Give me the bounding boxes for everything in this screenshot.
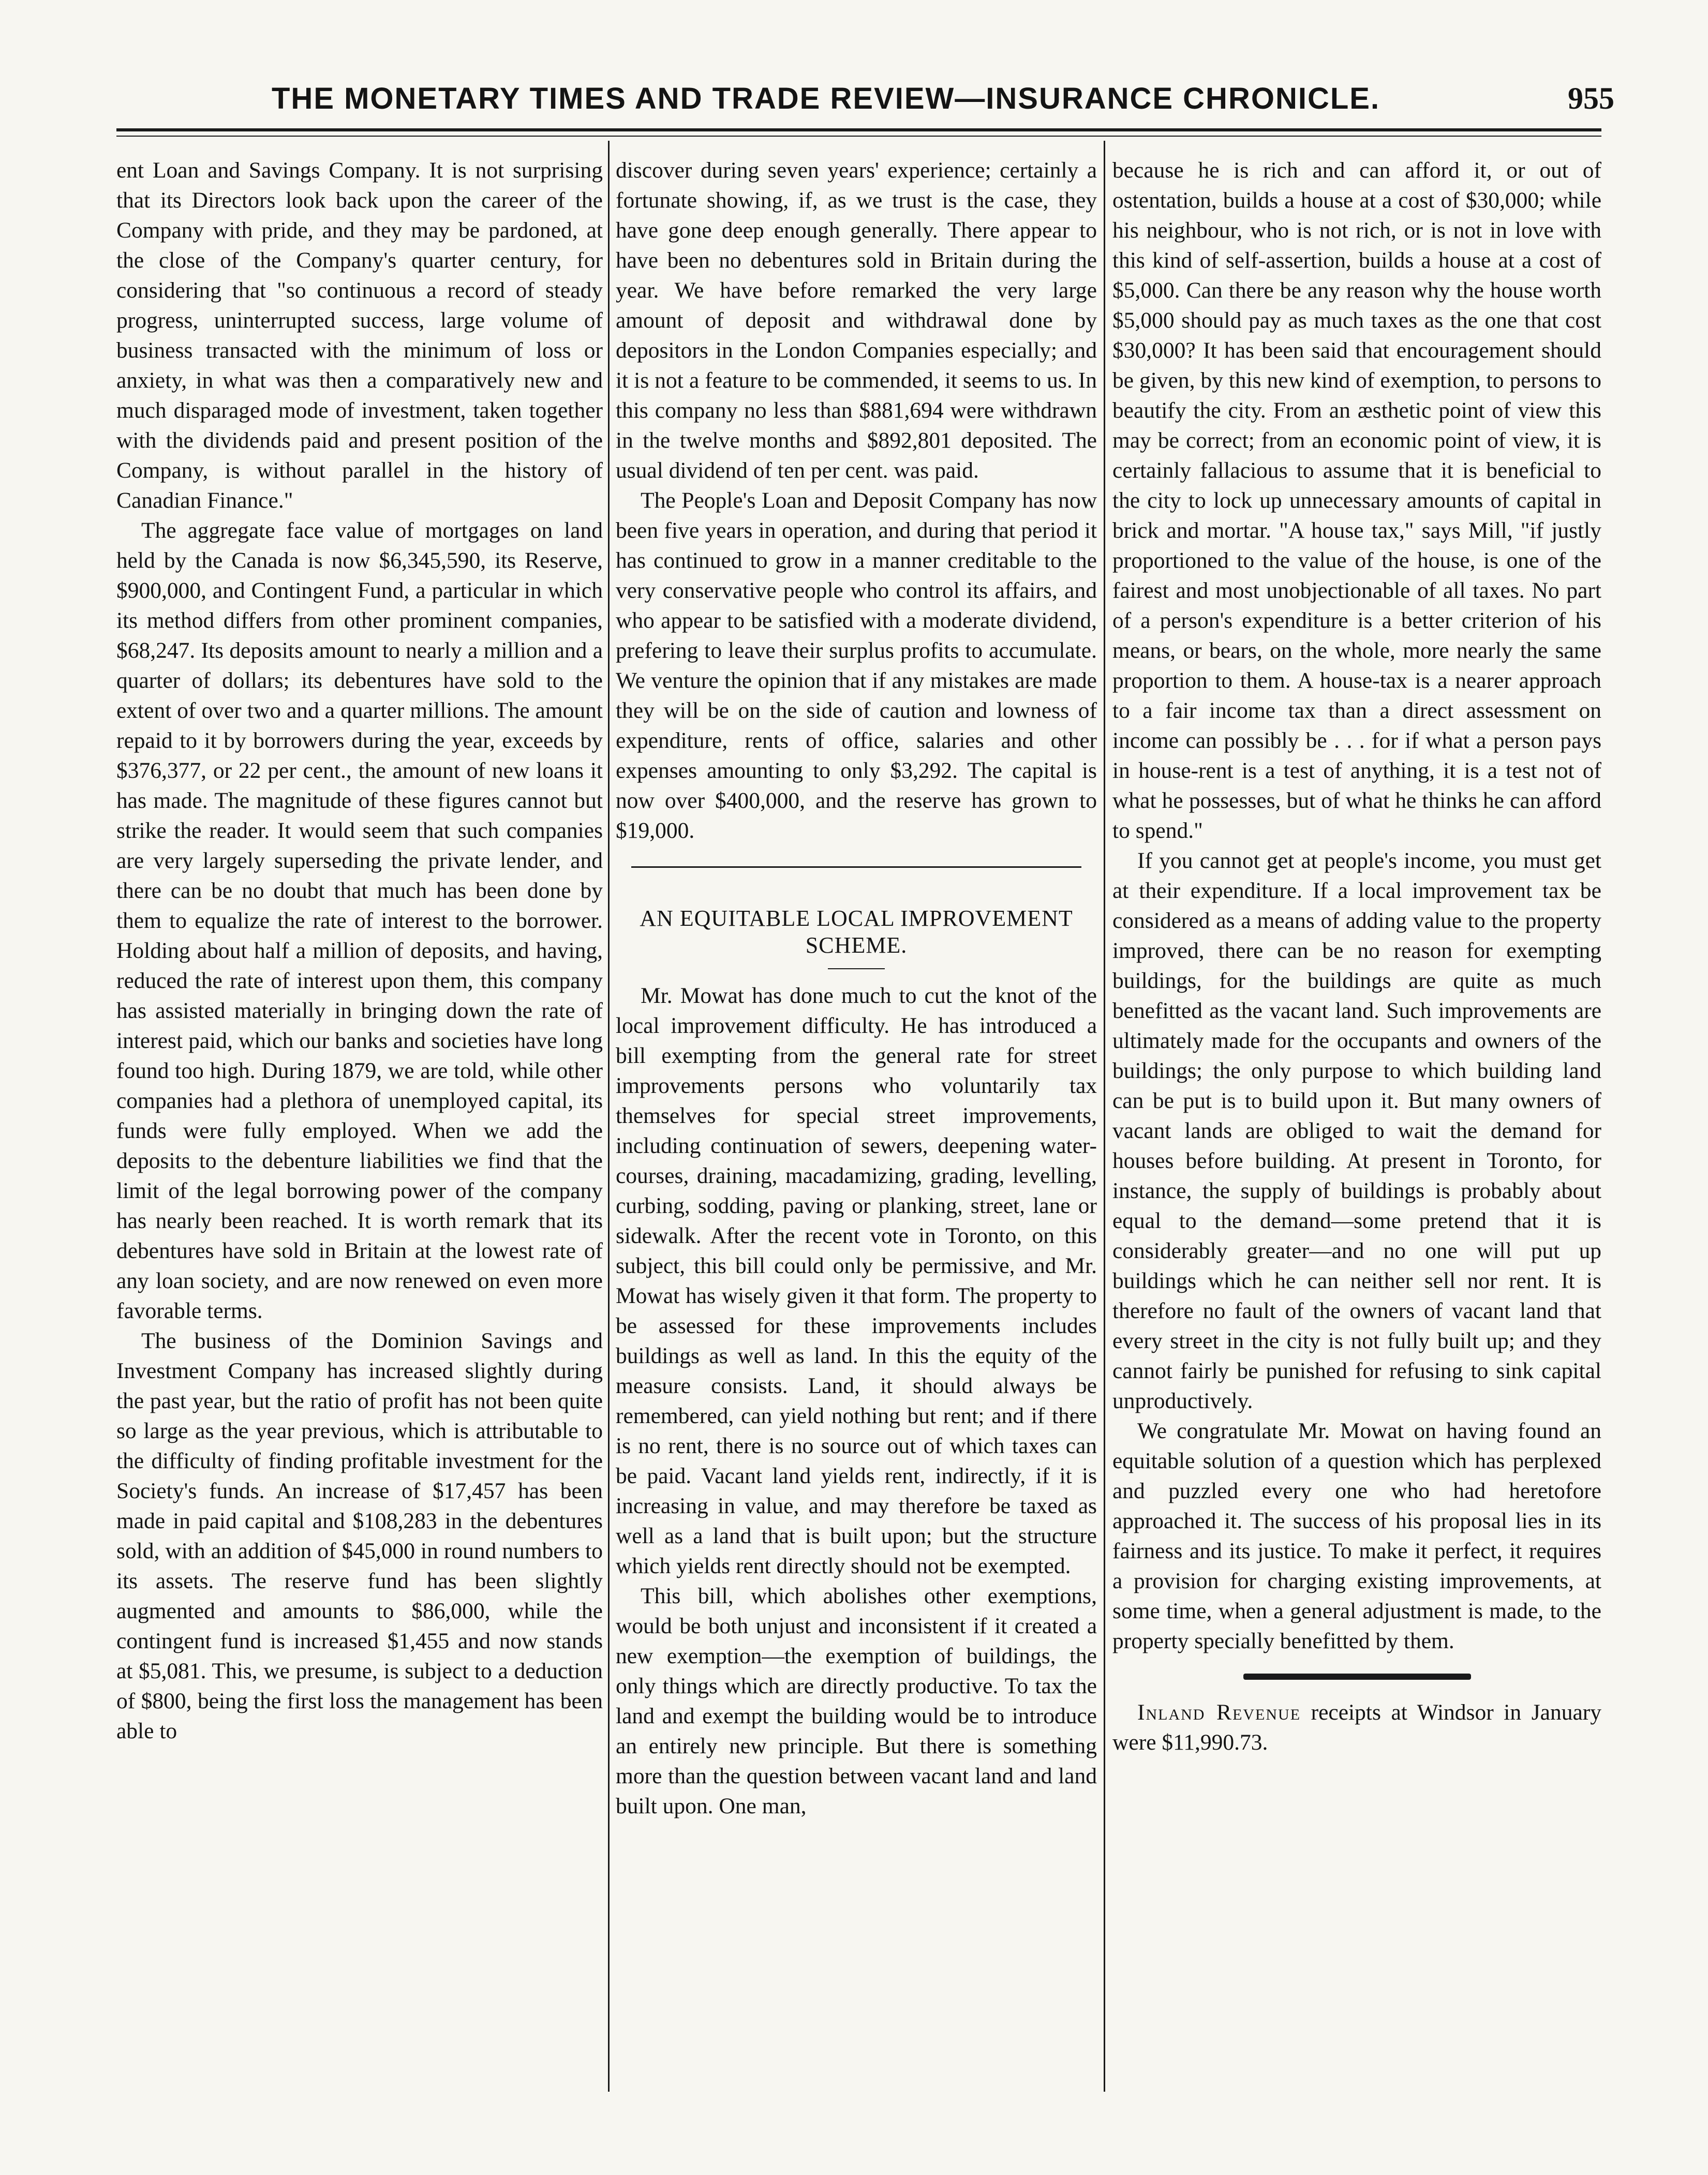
- column-divider-1: [608, 141, 610, 2092]
- column-divider-2: [1104, 141, 1105, 2092]
- col3-paragraph-1: because he is rich and can afford it, or out of ostentation, builds a house at a cost of $30,000; while his neighbour, who is not rich, or is not in love with this kind of self-assertion, builds a house at a cost of $5,000. Can there be any reason why the house worth $5,000 should pay as much taxes as the one that cost $30,000? It has been said that encouragement should be given, by this new kind of exemption, to persons to beautify the city. From an æsthetic point of view this may be correct; from an economic point of view, it is certainly fallacious to assume that it is beneficial to the city to lock up unnecessary amounts of capital in brick and mortar. "A house tax," says Mill, "if justly proportioned to the value of the house, is one of the fairest and most unobjectionable of all taxes. No part of a person's expenditure is a better criterion of his means, or bears, on the whole, more nearly the same proportion to them. A house-tax is a nearer approach to a fair income tax than a direct assessment on income can possibly be . . . for if what a person pays in house-rent is a test of anything, it is a test not of what he possesses, but of what he thinks he can afford to spend.": [1112, 158, 1601, 843]
- note-text: receipts at Windsor in January were $11,990.73.: [1112, 1700, 1601, 1755]
- col1-paragraph-1: ent Loan and Savings Company. It is not surprising that its Directors look back upon the career of the Company with pride, and they may be pardoned, at the close of the Company's quarter century, for considering that "so continuous a record of steady progress, uninterrupted success, large volume of business transacted with the minimum of loss or anxiety, in what was then a comparatively new and much disparaged mode of investment, taken together with the dividends paid and present position of the Company, is without parallel in the history of Canadian Finance.": [116, 158, 603, 513]
- decorative-rule: [1243, 1674, 1471, 1680]
- section-rule: [631, 866, 1081, 868]
- col2-paragraph-3: Mr. Mowat has done much to cut the knot of the local improvement difficulty. He has introduced a bill exempting from the general rate for street improvements persons who voluntarily tax themselves for special street improvements, including continuation of sewers, deepening water-courses, draining, macadamizing, grading, levelling, curbing, sodding, paving or planking, street, lane or sidewalk. After the recent vote in Toronto, on this subject, this bill could only be permissive, and Mr. Mowat has wisely given it that form. The property to be assessed for these improvements includes buildings as well as land. In this the equity of the measure consists. Land, it should always be remembered, can yield nothing but rent; and if there is no rent, there is no source out of which taxes can be paid. Vacant land yields rent, indirectly, if it is increasing in value, and may therefore be taxed as well as a land that is built upon; but the structure which yields rent directly should not be exempted.: [616, 983, 1097, 1578]
- col1-paragraph-3: The business of the Dominion Savings and Investment Company has increased slightly during the past year, but the ratio of profit has not been quite so large as the year previous, which is attributable to the difficulty of finding profitable investment for the Society's funds. An increase of $17,457 has been made in paid capital and $108,283 in the debentures sold, with an addition of $45,000 in round numbers to its assets. The reserve fund has been slightly augmented and amounts to $86,000, while the contingent fund is increased $1,455 and now stands at $5,081. This, we presume, is subject to a deduction of $800, being the first loss the management has been able to: [116, 1328, 603, 1743]
- note-lead: Inland Revenue: [1137, 1700, 1301, 1725]
- column-2: [616, 155, 1097, 2101]
- header-rule: [116, 128, 1601, 131]
- col1-paragraph-2: The aggregate face value of mortgages on land held by the Canada is now $6,345,590, its Reserve, $900,000, and Contingent Fund, a particular in which its method differs from other prominent companies, $68,247. Its deposits amount to nearly a million and a quarter of dollars; its debentures have sold to the extent of over two and a quarter millions. The amount repaid to it by borrowers during the year, exceeds by $376,377, or 22 per cent., the amount of new loans it has made. The magnitude of these figures cannot but strike the reader. It would seem that such companies are very largely superseding the private lender, and there can be no doubt that much has been done by them to equalize the rate of interest to the borrower. Holding about half a million of deposits, and having, reduced the rate of interest upon them, this company has assisted materially in bringing down the rate of interest paid, which our banks and societies have long found too high. During 1879, we are told, while other companies had a plethora of unemployed capital, its funds were fully employed. When we add the deposits to the debenture liabilities we find that the limit of the legal borrowing power of the company has nearly been reached. It is worth remark that its debentures have sold in Britain at the lowest rate of any loan society, and are now renewed on even more favorable terms.: [116, 518, 603, 1323]
- page-number: 955: [1568, 81, 1614, 115]
- inland-revenue-note: [1112, 1697, 1601, 1757]
- col2-paragraph-2: The People's Loan and Deposit Company has now been five years in operation, and during that period it has continued to grow in a manner creditable to the very conservative people who control its affairs, and who appear to be satisfied with a moderate dividend, prefering to leave their surplus profits to accumulate. We venture the opinion that if any mistakes are made they will be on the side of caution and lowness of expenditure, rents of office, salaries and other expenses amounting to only $3,292. The capital is now over $400,000, and the reserve has grown to $19,000.: [616, 488, 1097, 843]
- heading-rule: [828, 968, 885, 969]
- col3-paragraph-3: We congratulate Mr. Mowat on having found an equitable solution of a question which has perplexed and puzzled every one who had heretofore approached it. The success of his proposal lies in its fairness and its justice. To make it perfect, it requires a provision for charging existing improvements, at some time, when a general adjustment is made, to the property specially benefitted by them.: [1112, 1418, 1601, 1653]
- column-1: [116, 155, 603, 2101]
- page-header: [116, 72, 1614, 124]
- col2-paragraph-1: discover during seven years' experience; certainly a fortunate showing, if, as we trust is the case, they have gone deep enough generally. There appear to have been no debentures sold in Britain during the year. We have before remarked the very large amount of deposit and withdrawal done by depositors in the London Companies especially; and it is not a feature to be commended, it seems to us. In this company no less than $881,694 were withdrawn in the twelve months and $892,801 deposited. The usual dividend of ten per cent. was paid.: [616, 158, 1097, 483]
- col2-paragraph-4: This bill, which abolishes other exemptions, would be both unjust and inconsistent if it created a new exemption—the exemption of buildings, the only things which are directly productive. To tax the land and exempt the building would be to introduce an entirely new principle. But there is something more than the question between vacant land and land built upon. One man,: [616, 1584, 1097, 1818]
- article-heading: AN EQUITABLE LOCAL IMPROVEMENT SCHEME.: [640, 906, 1073, 958]
- col3-paragraph-2: If you cannot get at people's income, you must get at their expenditure. If a local improvement tax be considered as a means of adding value to the property improved, there can be no reason for exempting buildings, for the buildings are quite as much benefitted as the vacant land. Such improvements are ultimately made for the occupants and owners of the buildings; the only purpose to which building land can be put is to build upon it. But many owners of vacant lands are obliged to wait the demand for houses before building. At present in Toronto, for instance, the supply of buildings is probably about equal to the demand—some pretend that it is considerably greater—and no one will put up buildings which he can neither sell nor rent. It is therefore no fault of the owners of vacant land that every street in the city is not fully built up; and they cannot fairly be punished for refusing to sink capital unproductively.: [1112, 848, 1601, 1413]
- running-title: THE MONETARY TIMES AND TRADE REVIEW—INSURANCE CHRONICLE.: [272, 81, 1380, 115]
- header-rule-thin: [116, 136, 1601, 137]
- column-3: [1112, 155, 1601, 2101]
